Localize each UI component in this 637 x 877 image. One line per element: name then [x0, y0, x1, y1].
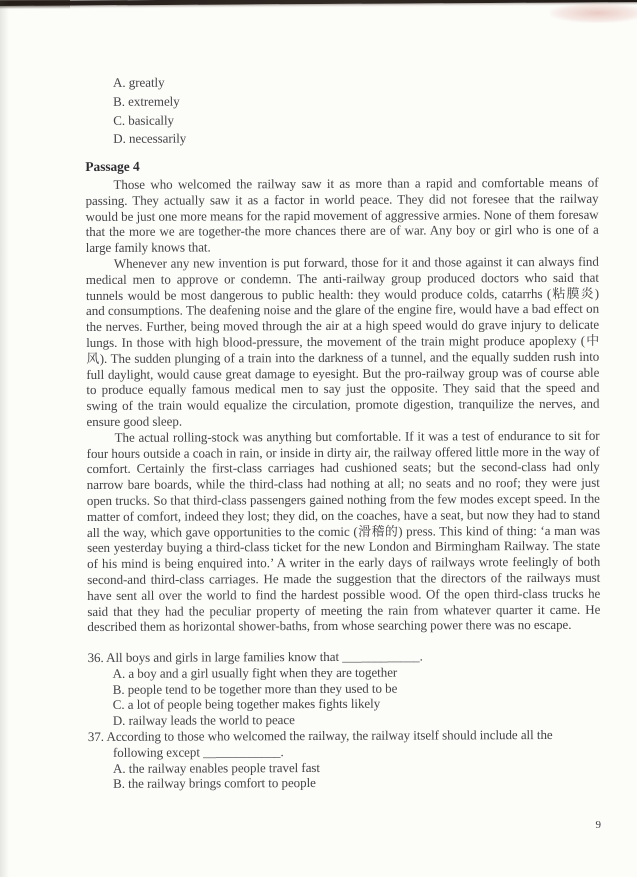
- passage-paragraph-2: Whenever any new invention is put forward, those for it and those against it can always find medical men to approve or condemn. The anti-railway group produced doctors who said that tunnels would be most dangerous to public health: they would produce colds, catarrhs (粘膜炎) and consumptions. The deafening noise and the glare of the engine fire, would have a bad effect on the nerves. Further, being moved through the air at a high speed would do grave injury to delicate lungs. In those with high blood-pressure, the movement of the train might produce apoplexy (中风). The sudden plunging of a train into the darkness of a tunnel, and the equally sudden rush into full daylight, would cause great damage to eyesight. But the pro-railway group was of course able to produce equally famous medical men to say just the opposite. They said that the speed and swing of the train would equalize the circulation, promote digestion, tranquilize the nerves, and ensure good sleep.: [85, 253, 600, 429]
- question-37: [88, 727, 601, 792]
- question-37-option-b: B. the railway brings comfort to people: [113, 775, 316, 792]
- questions-section: [88, 648, 602, 792]
- scan-pink-smudge-artifact: [550, 3, 637, 23]
- option-a-greatly: A. greatly: [113, 74, 165, 90]
- passage-paragraph-3: The actual rolling-stock was anything but comfortable. If it was a test of endurance to sit for four hours outside a coach in rain, or inside in dirty air, the railway offered little more in the way of comfort. Certainly the first-class carriages had cushioned seats; but the second-class had only narrow bare boards, while the third-class had nothing at all; no seats and no roof; they were just open trucks. So that third-class passengers gained nothing from the few modes except speed. In the matter of comfort, indeed they lost; they did, on the coaches, have a seat, but now they had to stand all the way, which gave opportunities to the comic (滑稽的) press. This kind of thing: ‘a man was seen yesterday buying a third-class ticket for the new London and Birmingham Railway. The state of his mind is being enquired into.’ A writer in the early days of railways wrote feelingly of both second-and third-class carriages. He made the suggestion that the directors of the railways must have sent all over the world to find the hardest possible wood. Of the open third-class trucks he said that they had the peculiar property of meeting the rain from whatever quarter it came. He described them as horizontal shower-baths, from whose searching power there was no escape.: [86, 427, 601, 635]
- option-b-extremely: B. extremely: [113, 93, 180, 109]
- question-37-text: According to those who welcomed the railway, the railway itself should include all the following except ____________.: [106, 727, 553, 760]
- question-37-stem: [88, 727, 601, 761]
- question-37-number: 37.: [87, 729, 105, 745]
- question-36-number: 36.: [87, 650, 104, 666]
- passage-heading: Passage 4: [85, 158, 140, 175]
- option-d-necessarily: D. necessarily: [113, 130, 187, 147]
- question-36: [88, 648, 601, 729]
- question-36-option-b: B. people tend to be together more than they used to be: [112, 680, 398, 697]
- question-36-text: All boys and girls in large families know that ____________.: [106, 648, 423, 666]
- question-37-option-a: A. the railway enables people travel fast: [112, 759, 321, 776]
- page-content: [85, 72, 601, 792]
- question-36-option-a: A. a boy and a girl usually fight when they are together: [112, 664, 398, 681]
- option-c-basically: C. basically: [113, 112, 175, 128]
- previous-question-options: [85, 72, 598, 149]
- scan-top-left-artifact: [0, 0, 70, 9]
- scan-left-edge-shadow: [0, 0, 9, 877]
- question-36-option-d: D. railway leads the world to peace: [112, 712, 295, 729]
- passage-paragraph-1: Those who welcomed the railway saw it as more than a rapid and comfortable means of passing. They actually saw it as a factor in world peace. They did not foresee that the railway would be just one more means for the rapid movement of aggressive armies. None of them foresaw that the more we are together-the more chances there are of war. Any boy or girl who is one of a large family knows that.: [85, 174, 599, 256]
- page-number: 9: [595, 819, 601, 831]
- question-36-option-c: C. a lot of people being together makes fights likely: [112, 696, 381, 713]
- scan-top-edge-artifact: [0, 0, 637, 6]
